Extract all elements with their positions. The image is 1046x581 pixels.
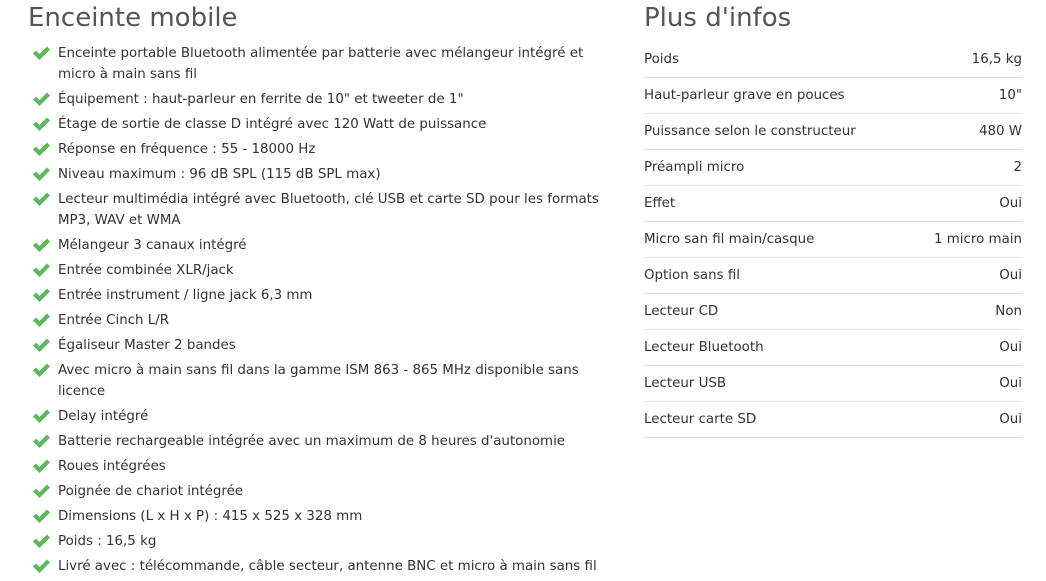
spec-label: Lecteur Bluetooth [644, 340, 764, 355]
spec-value: 1 micro main [933, 232, 1022, 247]
feature-text: Batterie rechargeable intégrée avec un maximum de 8 heures d'autonomie [58, 434, 566, 449]
feature-text: Entrée instrument / ligne jack 6,3 mm [58, 288, 313, 303]
feature-item [28, 260, 618, 281]
feature-text: Delay intégré [58, 409, 149, 424]
spec-label: Micro san fil main/casque [644, 232, 815, 247]
spec-label: Préampli micro [644, 160, 745, 175]
spec-row [644, 258, 1022, 294]
check-icon [32, 116, 51, 132]
check-icon [32, 237, 51, 253]
spec-label: Puissance selon le constructeur [644, 124, 856, 139]
spec-row [644, 150, 1022, 186]
feature-item [28, 335, 618, 356]
spec-row [644, 330, 1022, 366]
check-icon [32, 166, 51, 182]
check-icon [32, 508, 51, 524]
check-icon [32, 45, 51, 61]
feature-item [28, 43, 618, 85]
spec-value: Oui [999, 412, 1022, 427]
spec-label: Lecteur CD [644, 304, 719, 319]
spec-row [644, 222, 1022, 258]
feature-text: Entrée combinée XLR/jack [58, 263, 234, 278]
feature-text: Poignée de chariot intégrée [58, 484, 244, 499]
spec-value: Non [995, 304, 1022, 319]
spec-value: 10" [998, 88, 1022, 103]
features-section [28, 0, 618, 581]
feature-text: Niveau maximum : 96 dB SPL (115 dB SPL max) [58, 167, 381, 182]
features-list [28, 43, 618, 577]
feature-item [28, 456, 618, 477]
feature-text: Égaliseur Master 2 bandes [58, 338, 236, 353]
check-icon [32, 483, 51, 499]
feature-item [28, 431, 618, 452]
feature-text: Réponse en fréquence : 55 - 18000 Hz [58, 142, 316, 157]
specs-title: Plus d'infos [644, 3, 792, 33]
feature-item [28, 556, 618, 577]
spec-value: 480 W [978, 124, 1022, 139]
check-icon [32, 191, 51, 207]
spec-value: Oui [999, 340, 1022, 355]
feature-text: Équipement : haut-parleur en ferrite de 10" et tweeter de 1" [58, 92, 464, 107]
check-icon [32, 287, 51, 303]
spec-row [644, 186, 1022, 222]
feature-text: Dimensions (L x H x P) : 415 x 525 x 328 mm [58, 509, 363, 524]
feature-text: Avec micro à main sans fil dans la gamme ISM 863 - 865 MHz disponible sans licence [58, 363, 579, 399]
feature-item [28, 506, 618, 527]
check-icon [32, 458, 51, 474]
spec-value: Oui [999, 268, 1022, 283]
spec-label: Effet [644, 196, 676, 211]
feature-item [28, 406, 618, 427]
feature-item [28, 235, 618, 256]
specs-table [644, 42, 1022, 438]
feature-item [28, 360, 618, 402]
spec-value: Oui [999, 196, 1022, 211]
feature-text: Livré avec : télécommande, câble secteur, antenne BNC et micro à main sans fil [58, 559, 597, 574]
spec-label: Option sans fil [644, 268, 741, 283]
spec-value: 2 [1013, 160, 1022, 175]
spec-label: Lecteur carte SD [644, 412, 757, 427]
spec-label: Poids [644, 52, 679, 67]
feature-text: Enceinte portable Bluetooth alimentée par batterie avec mélangeur intégré et micro à main sans fil [58, 46, 584, 82]
check-icon [32, 262, 51, 278]
spec-row [644, 402, 1022, 438]
spec-row [644, 366, 1022, 402]
spec-value: 16,5 kg [971, 52, 1022, 67]
check-icon [32, 141, 51, 157]
spec-label: Haut-parleur grave en pouces [644, 88, 845, 103]
feature-item [28, 285, 618, 306]
feature-text: Entrée Cinch L/R [58, 313, 170, 328]
feature-item [28, 164, 618, 185]
feature-item [28, 531, 618, 552]
feature-text: Poids : 16,5 kg [58, 534, 157, 549]
feature-text: Étage de sortie de classe D intégré avec 120 Watt de puissance [58, 117, 487, 132]
check-icon [32, 558, 51, 574]
features-title: Enceinte mobile [28, 3, 238, 33]
feature-item [28, 310, 618, 331]
feature-item [28, 114, 618, 135]
spec-row [644, 294, 1022, 330]
spec-row [644, 42, 1022, 78]
check-icon [32, 408, 51, 424]
check-icon [32, 312, 51, 328]
specs-section [644, 0, 1022, 438]
feature-text: Mélangeur 3 canaux intégré [58, 238, 247, 253]
feature-text: Roues intégrées [58, 459, 166, 474]
spec-row [644, 114, 1022, 150]
check-icon [32, 362, 51, 378]
check-icon [32, 433, 51, 449]
check-icon [32, 91, 51, 107]
spec-label: Lecteur USB [644, 376, 727, 391]
spec-row [644, 78, 1022, 114]
feature-item [28, 481, 618, 502]
feature-item [28, 189, 618, 231]
feature-item [28, 89, 618, 110]
check-icon [32, 337, 51, 353]
feature-item [28, 139, 618, 160]
feature-text: Lecteur multimédia intégré avec Bluetooth, clé USB et carte SD pour les formats MP3, WAV et WMA [58, 192, 599, 228]
check-icon [32, 533, 51, 549]
spec-value: Oui [999, 376, 1022, 391]
